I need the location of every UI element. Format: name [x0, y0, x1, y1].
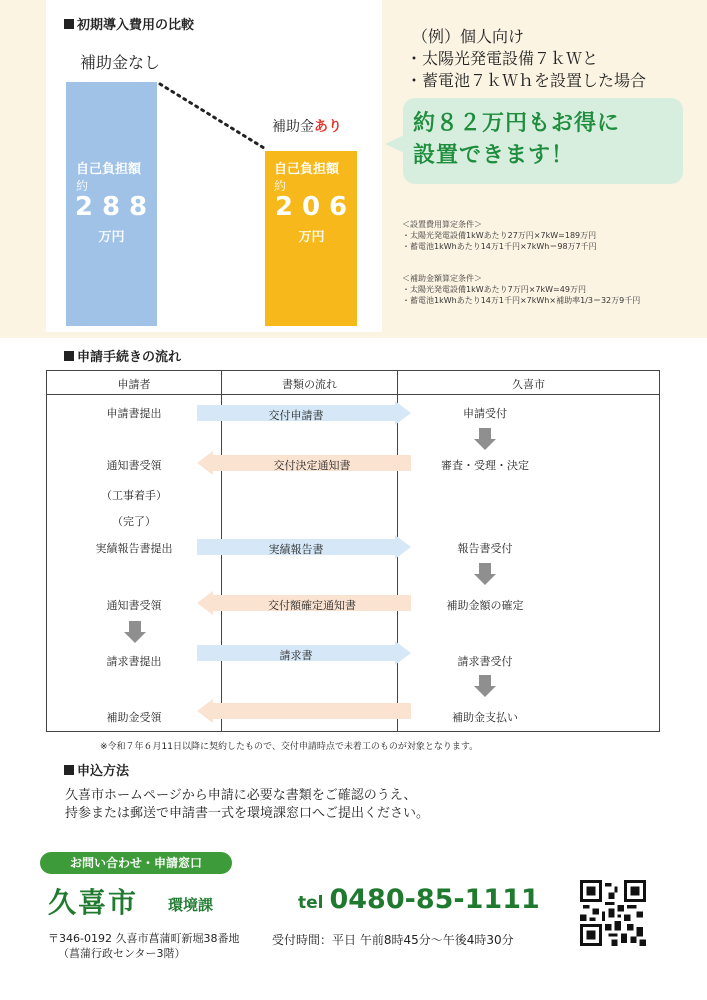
- cost-conditions-title: ＜設置費用算定条件＞: [402, 220, 482, 229]
- document-label: 請求書: [279, 649, 313, 662]
- city-step: 申請受付: [463, 407, 507, 420]
- applicant-step: 補助金受領: [106, 711, 162, 724]
- document-label: 実績報告書: [268, 543, 324, 556]
- flow-section-heading: 申請手続きの流れ: [64, 346, 181, 365]
- down-arrow-icon: [475, 428, 495, 450]
- dotted-connector: [158, 80, 268, 152]
- subsidy-conditions-item2: ・蓄電池1kWhあたり14万1千円×7kWh×補助率1/3＝32万9千円: [402, 296, 641, 305]
- city-step: 補助金額の確定: [446, 599, 524, 612]
- down-arrow-icon: [475, 563, 495, 585]
- address-line1: 〒346-0192 久喜市菖蒲町新堀38番地: [48, 932, 240, 945]
- example-line3: ・蓄電池７ｋＷｈを設置した場合: [406, 71, 647, 90]
- apply-section-heading: 申込方法: [64, 760, 129, 779]
- example-block: [406, 26, 646, 92]
- document-label: 交付決定通知書: [273, 459, 351, 472]
- no-subsidy-label: 補助金なし: [80, 53, 161, 72]
- document-label: 交付申請書: [268, 409, 324, 422]
- bar-no-subsidy-amount: 288: [74, 192, 157, 222]
- document-label: 交付額確定通知書: [268, 599, 356, 612]
- col-header-applicant: 申請者: [117, 378, 151, 391]
- city-step: 補助金支払い: [452, 711, 518, 724]
- col-header-documents: 書類の流れ: [282, 378, 337, 391]
- applicant-step: 通知書受領: [106, 459, 162, 472]
- apply-line2: 持参または郵送で申請書一式を環境課窓口へご提出ください。: [65, 806, 430, 821]
- cost-conditions-item1: ・太陽光発電設備1kWあたり27万円×7kW=189万円: [402, 231, 597, 240]
- savings-bubble-text: [413, 108, 678, 172]
- flow-table: [46, 370, 660, 732]
- eligibility-note: ※令和７年６月11日以降に契約したもので、交付申請時点で未着工のものが対象となります。: [100, 742, 479, 752]
- down-arrow-icon: [475, 675, 495, 697]
- applicant-step: （工事着手）: [101, 489, 167, 502]
- bar-with-subsidy-unit: 万円: [298, 230, 325, 245]
- cost-conditions: [402, 219, 597, 252]
- applicant-step: 申請書提出: [106, 407, 162, 420]
- apply-line1: 久喜市ホームページから申請に必要な書類をご確認のうえ、: [65, 788, 417, 803]
- subsidy-conditions-item1: ・太陽光発電設備1kWあたり7万円×7kW=49万円: [402, 285, 586, 294]
- right-arrow-icon: [197, 537, 411, 557]
- bar-no-subsidy-label: 自己負担額: [76, 162, 142, 177]
- applicant-step: （完了）: [112, 515, 156, 528]
- contact-pill: お問い合わせ・申請窓口: [40, 852, 232, 874]
- example-line2: ・太陽光発電設備７ｋＷと: [406, 49, 599, 68]
- tel-label: tel: [298, 893, 324, 913]
- address-line2: （菖蒲行政センター3階）: [58, 947, 186, 960]
- subsidy-conditions-title: ＜補助金額算定条件＞: [402, 274, 482, 283]
- savings-line1: 約８２万円もお得に: [413, 111, 621, 136]
- right-arrow-icon: [197, 643, 411, 663]
- applicant-step: 請求書提出: [106, 655, 162, 668]
- cost-conditions-item2: ・蓄電池1kWhあたり14万1千円×7kWh＝98万7千円: [402, 242, 597, 251]
- qr-code-icon[interactable]: [580, 880, 646, 946]
- right-arrow-icon: [197, 403, 411, 423]
- bar-no-subsidy-approx: 約: [76, 179, 89, 193]
- city-step: 請求書受付: [457, 655, 513, 668]
- department-name: 環境課: [168, 896, 214, 914]
- bar-no-subsidy-unit: 万円: [98, 230, 125, 245]
- apply-instructions: [65, 787, 429, 823]
- with-subsidy-label: 補助金あり: [272, 119, 342, 135]
- example-line1: （例）個人向け: [412, 27, 525, 46]
- cost-section-heading: 初期導入費用の比較: [64, 14, 194, 33]
- bar-with-subsidy-approx: 約: [274, 179, 287, 193]
- city-step: 審査・受理・決定: [441, 459, 529, 472]
- left-arrow-icon: [197, 701, 411, 721]
- address: [48, 931, 239, 961]
- applicant-step: 実績報告書提出: [95, 542, 173, 555]
- col-header-city: 久喜市: [512, 378, 545, 391]
- bubble-tail: [385, 135, 404, 153]
- down-arrow-icon: [125, 621, 145, 643]
- left-arrow-icon: [197, 453, 411, 473]
- bar-with-subsidy-label: 自己負担額: [274, 162, 340, 177]
- office-hours: 受付時間：平日 午前8時45分～午後4時30分: [272, 933, 514, 947]
- city-step: 報告書受付: [457, 542, 513, 555]
- savings-line2: 設置できます！: [413, 143, 575, 168]
- telephone[interactable]: [298, 884, 540, 915]
- applicant-step: 通知書受領: [106, 599, 162, 612]
- subsidy-conditions: [402, 273, 640, 306]
- tel-number: 0480-85-1111: [329, 884, 540, 915]
- left-arrow-icon: [197, 593, 411, 613]
- bar-with-subsidy-amount: 206: [274, 192, 357, 222]
- city-name: 久喜市: [48, 886, 139, 919]
